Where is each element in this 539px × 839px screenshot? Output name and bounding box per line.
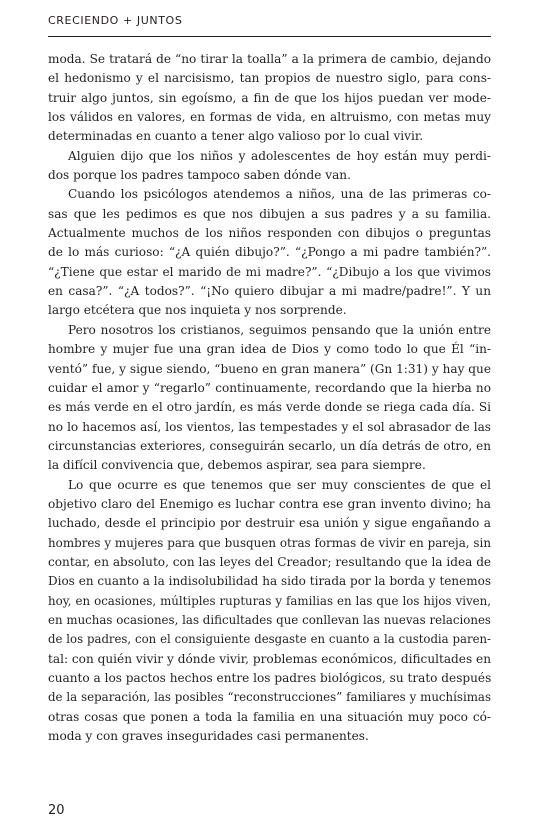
text-line: Pero nosotros los cristianos, seguimos pensando que la unión entre xyxy=(68,322,491,337)
running-head: CRECIENDO + JUNTOS xyxy=(48,14,183,27)
text-line: de los padres, con el consiguiente desgaste en cuanto a la custodia paren- xyxy=(48,632,491,647)
text-line: objetivo claro del Enemigo es luchar contra ese gran invento divino; ha xyxy=(48,496,491,511)
text-line: dos porque los padres tampoco saben dónde van. xyxy=(48,168,351,183)
text-line: circunstancias exteriores, conseguirán secarlo, un día detrás de otro, en xyxy=(48,438,491,453)
text-line: otras cosas que ponen a toda la familia en una situación muy poco có- xyxy=(48,709,491,724)
text-line: en muchas ocasiones, las dificultades que conllevan las nuevas relaciones xyxy=(48,612,491,627)
text-line: moda. Se tratará de “no tirar la toalla” a la primera de cambio, dejando xyxy=(48,52,491,66)
text-line: el hedonismo y el narcisismo, tan propios de nuestro siglo, para cons- xyxy=(48,71,491,86)
text-line: “¿Tiene que estar el marido de mi madre?”. “¿Dibujo a los que vivimos xyxy=(48,264,491,279)
text-line: la difícil convivencia que, debemos aspirar, sea para siempre. xyxy=(48,458,426,473)
text-line: de la separación, las posibles “reconstrucciones” familiares y muchísimas xyxy=(48,690,491,705)
text-line: Dios en cuanto a la indisolubilidad ha sido tirada por la borda y tenemos xyxy=(48,574,491,589)
text-line: Actualmente muchos de los niños responden con dibujos o preguntas xyxy=(48,226,491,241)
text-line: hombre y mujer fue una gran idea de Dios y como todo lo que Él “in- xyxy=(48,342,491,357)
text-line: cuanto a los pactos hechos entre los padres biológicos, su trato después xyxy=(48,671,492,685)
text-line: moda y con graves inseguridades casi permanentes. xyxy=(48,729,369,744)
text-line: los válidos en valores, en formas de vida, en altruismo, con metas muy xyxy=(48,110,491,125)
header-rule xyxy=(48,36,491,37)
text-line: cuidar el amor y “regarlo” continuamente, recordando que la hierba no xyxy=(48,380,491,395)
text-line: truir algo juntos, sin egoísmo, a fin de que los hijos puedan ver mode- xyxy=(48,90,491,105)
text-line: no lo hacemos así, los vientos, las tempestades y el sol abrasador de las xyxy=(48,419,491,434)
text-line: de lo más curioso: “¿A quién dibujo?”. “¿Pongo a mi padre también?”. xyxy=(48,245,491,260)
text-line: en casa?”. “¿A todos?”. “¡No quiero dibujar a mi madre/padre!”. Y un xyxy=(48,284,491,299)
text-line: largo etcétera que nos inquieta y nos sorprende. xyxy=(48,303,347,318)
text-line: Lo que ocurre es que tenemos que ser muy conscientes de que el xyxy=(68,477,491,492)
text-line: hoy, en ocasiones, múltiples rupturas y familias en las que los hijos viven, xyxy=(48,593,491,608)
text-line: es más verde en el otro jardín, es más verde donde se riega cada día. Si xyxy=(48,400,491,415)
page-number: 20 xyxy=(48,803,65,818)
text-line: luchado, desde el principio por destruir esa unión y sigue engañando a xyxy=(48,516,491,531)
text-line: contar, en absoluto, con las leyes del Creador; resultando que la idea de xyxy=(48,554,492,569)
text-line: ventó” fue, y sigue siendo, “bueno en gran manera” (Gn 1:31) y hay que xyxy=(48,361,491,376)
text-line: Alguien dijo que los niños y adolescentes de hoy están muy perdi- xyxy=(68,148,491,163)
text-line: tal: con quién vivir y dónde vivir, problemas económicos, dificultades en xyxy=(48,651,491,666)
text-line: determinadas en cuanto a tener algo valioso por lo cual vivir. xyxy=(48,129,424,144)
text-line: Cuando los psicólogos atendemos a niños, una de las primeras co- xyxy=(68,187,491,202)
body-text xyxy=(48,50,491,746)
text-line: hombres y mujeres para que busquen otras formas de vivir en pareja, sin xyxy=(48,535,491,550)
text-line: sas que les pedimos es que nos dibujen a sus padres y a su familia. xyxy=(48,206,491,221)
